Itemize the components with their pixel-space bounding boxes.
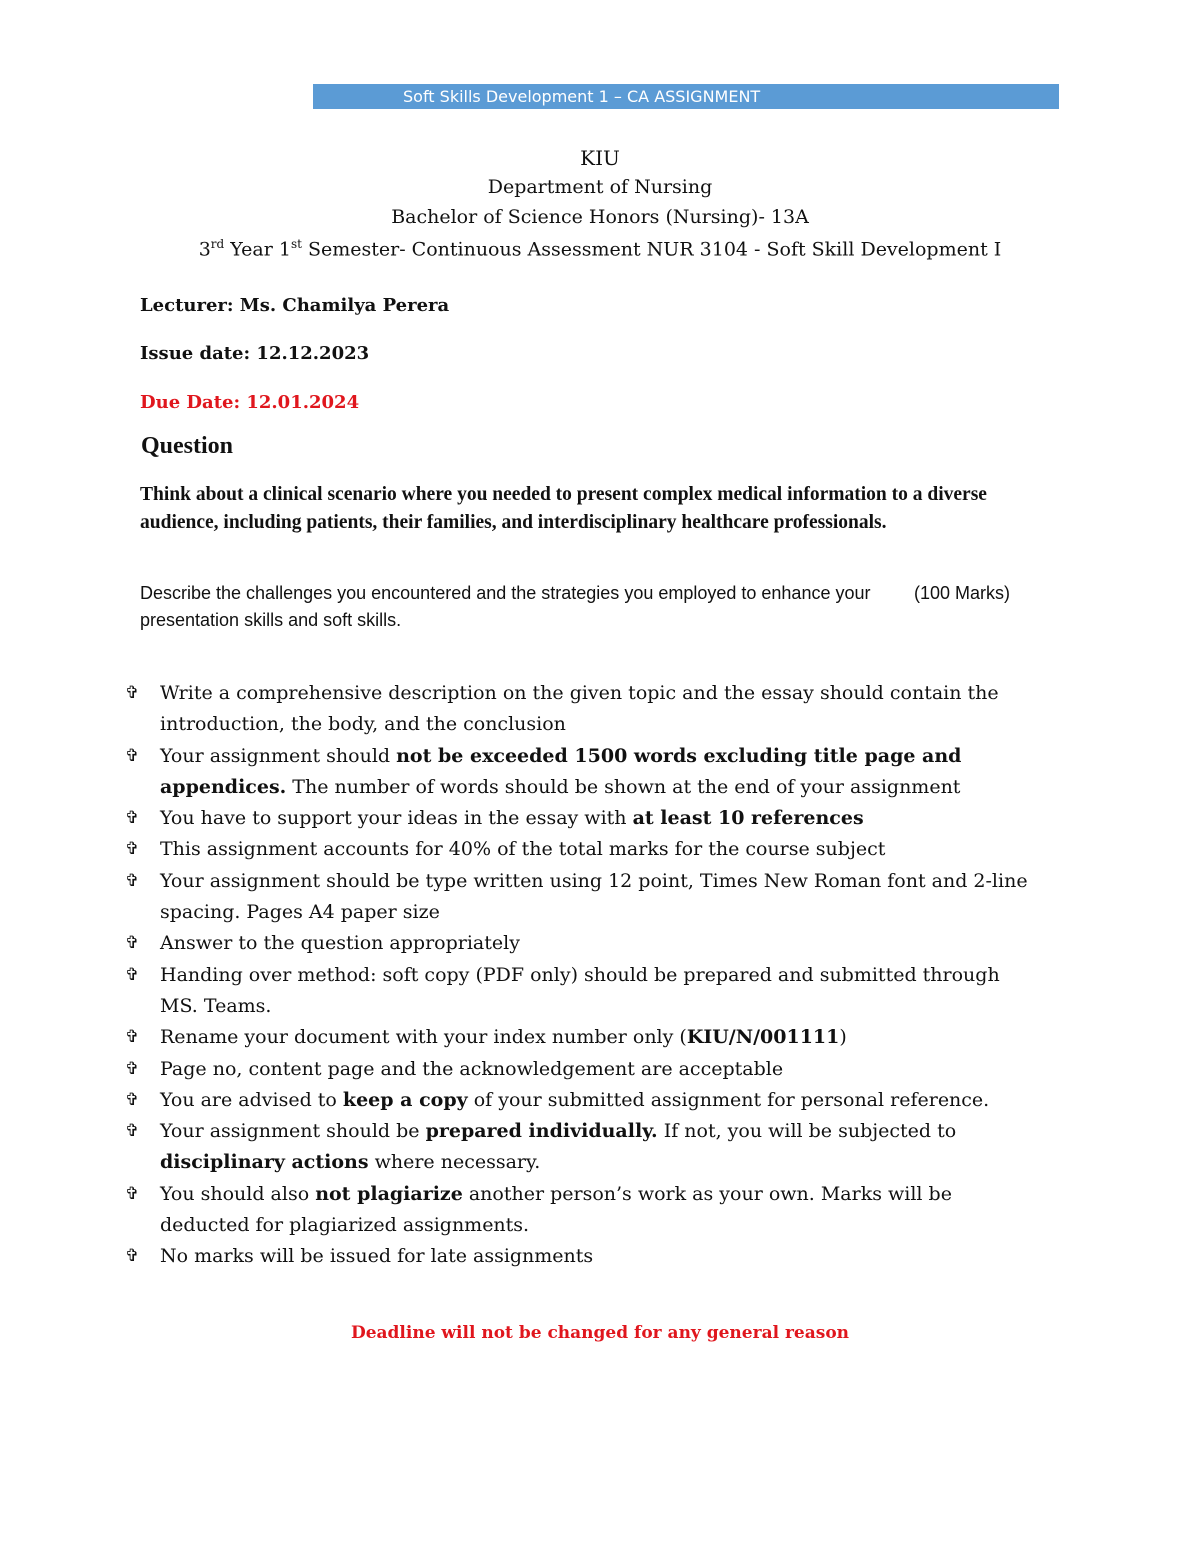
- list-item: [125, 678, 1035, 741]
- list-item: [125, 866, 1035, 929]
- instruction-text: where necessary.: [368, 1151, 541, 1174]
- list-item: [125, 1116, 1035, 1179]
- list-item: [125, 1022, 1035, 1053]
- list-item: [125, 1085, 1035, 1116]
- cross-bullet-icon: ✞: [125, 964, 140, 985]
- instruction-emphasis: KIU/N/001111: [686, 1026, 840, 1049]
- list-item: [125, 1054, 1035, 1085]
- instruction-text: ): [839, 1026, 847, 1049]
- cross-bullet-icon: ✞: [125, 1089, 140, 1110]
- cross-bullet-icon: ✞: [125, 683, 140, 703]
- department-name: Department of Nursing: [487, 176, 713, 198]
- due-date: Due Date: 12.01.2024: [140, 392, 360, 413]
- cross-bullet-icon: ✞: [125, 808, 140, 829]
- instruction-text: Your assignment should be type written using 12 point, Times New Roman font and 2-line spacing. Pages A4 paper size: [160, 869, 1028, 924]
- question-task: [140, 580, 1010, 634]
- instruction-text: Page no, content page and the acknowledgement are acceptable: [160, 1057, 784, 1080]
- cross-bullet-icon: ✞: [125, 1183, 140, 1204]
- year-suffix: rd: [210, 237, 225, 251]
- cross-bullet-icon: ✞: [125, 1058, 140, 1079]
- instruction-text: The number of words should be shown at the end of your assignment: [286, 775, 961, 798]
- lecturer-line: Lecturer: Ms. Chamilya Perera: [140, 295, 450, 316]
- year-number: 3: [198, 238, 211, 261]
- instruction-emphasis: not be exceeded 1500 words excluding title page and appendices.: [160, 744, 962, 798]
- list-item: [125, 1179, 1035, 1242]
- instruction-text: Rename your document with your index number only (: [160, 1026, 687, 1049]
- cross-bullet-icon: ✞: [125, 745, 140, 766]
- program-name: Bachelor of Science Honors (Nursing)- 13A: [391, 206, 809, 228]
- semester-number: 1: [278, 238, 291, 261]
- instruction-text: Handing over method: soft copy (PDF only) should be prepared and submitted through MS. Teams.: [160, 963, 1000, 1017]
- instruction-text: of your submitted assignment for personal reference.: [467, 1088, 990, 1111]
- instruction-text: This assignment accounts for 40% of the total marks for the course subject: [160, 838, 886, 861]
- instruction-emphasis: disciplinary actions: [160, 1151, 369, 1174]
- instruction-text: You should also: [160, 1182, 316, 1205]
- course-detail: Semester- Continuous Assessment NUR 3104 - Soft Skill Development I: [301, 238, 1002, 261]
- instructions-list: [125, 678, 1035, 1273]
- course-line: [0, 237, 1200, 260]
- instruction-text: Your assignment should be: [160, 1120, 426, 1143]
- issue-date: Issue date: 12.12.2023: [140, 343, 370, 364]
- instruction-text: If not, you will be subjected to: [657, 1120, 957, 1143]
- instruction-text: You have to support your ideas in the essay with: [160, 807, 633, 830]
- instruction-emphasis: prepared individually.: [425, 1120, 658, 1143]
- instruction-text: Answer to the question appropriately: [160, 932, 520, 955]
- cross-bullet-icon: ✞: [125, 933, 140, 954]
- institution-name: KIU: [580, 146, 620, 170]
- cross-bullet-icon: ✞: [125, 1121, 140, 1142]
- instruction-text: another person’s work as your own. Marks will be deducted for plagiarized assignments.: [160, 1182, 952, 1237]
- question-heading: Question: [141, 433, 234, 459]
- list-item: [125, 834, 1035, 865]
- list-item: [125, 1241, 1035, 1272]
- instruction-emphasis: at least 10 references: [632, 807, 864, 830]
- year-word: Year: [224, 238, 279, 261]
- document-header-bar: [313, 84, 1059, 109]
- cross-bullet-icon: ✞: [125, 1027, 140, 1048]
- semester-suffix: st: [290, 237, 302, 251]
- instruction-emphasis: keep a copy: [342, 1088, 468, 1111]
- cross-bullet-icon: ✞: [125, 870, 140, 891]
- cross-bullet-icon: ✞: [125, 1246, 140, 1267]
- list-item: [125, 960, 1035, 1023]
- cross-bullet-icon: ✞: [125, 839, 140, 860]
- list-item: [125, 741, 1035, 804]
- question-marks: (100 Marks): [913, 583, 1010, 603]
- deadline-note: Deadline will not be changed for any general reason: [350, 1323, 850, 1343]
- instruction-text: No marks will be issued for late assignments: [160, 1245, 594, 1268]
- list-item: [125, 928, 1035, 959]
- list-item: [125, 803, 1035, 834]
- question-prompt: Think about a clinical scenario where you needed to present complex medical information to a diverse audience, including patients, their families, and interdisciplinary healthcare professionals.: [140, 484, 987, 533]
- instruction-text: You are advised to: [160, 1088, 343, 1111]
- question-task-text: Describe the challenges you encountered and the strategies you employed to enhance your presentation skills and soft skills.: [140, 583, 871, 630]
- instruction-text: Your assignment should: [160, 744, 397, 767]
- header-title: Soft Skills Development 1 – CA ASSIGNMENT: [403, 87, 761, 106]
- instruction-text: Write a comprehensive description on the given topic and the essay should contain the introduction, the body, and the conclusion: [160, 682, 999, 736]
- instruction-emphasis: not plagiarize: [315, 1182, 463, 1205]
